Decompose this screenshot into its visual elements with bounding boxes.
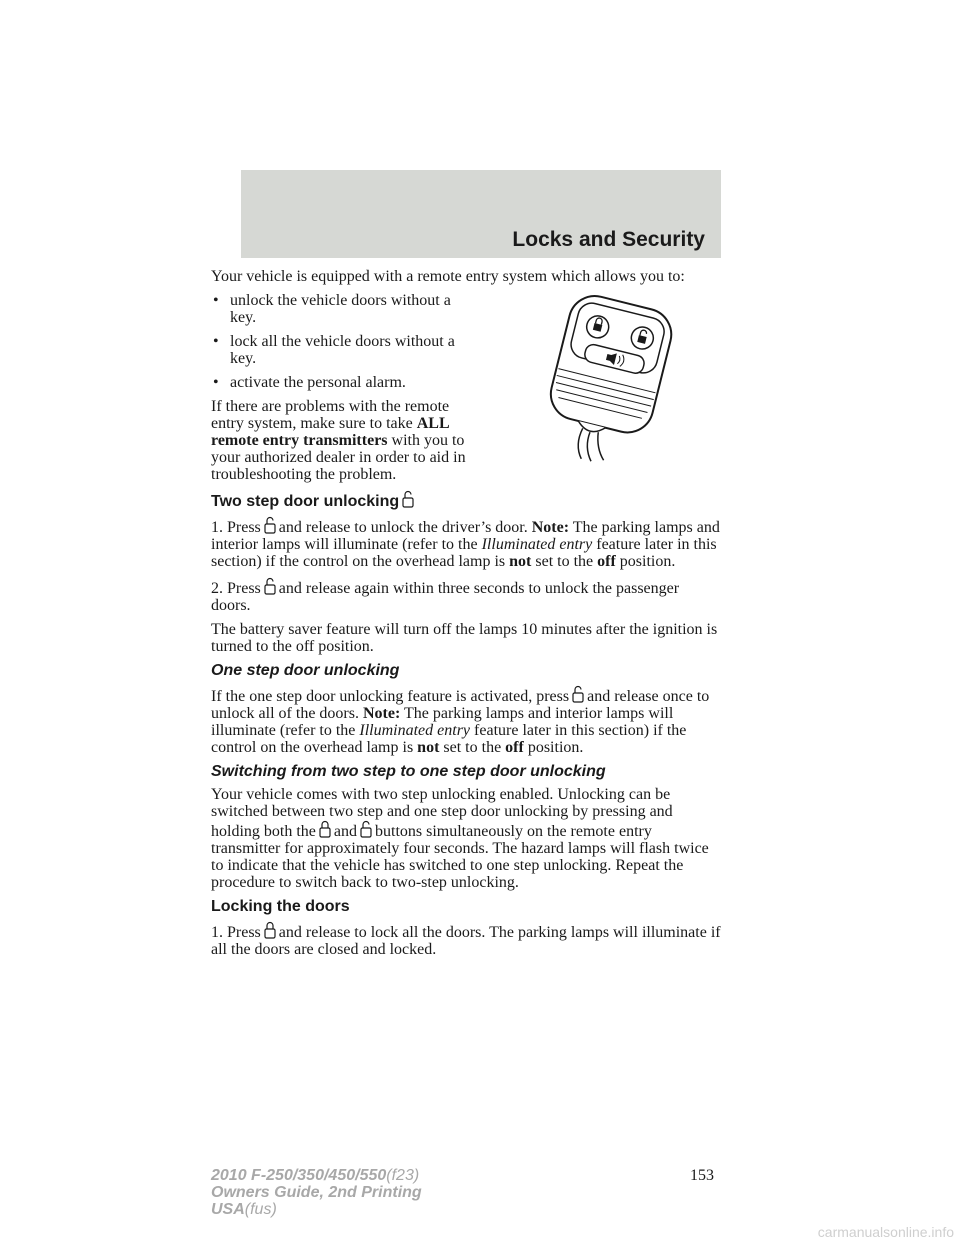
footer: 2010 F-250/350/450/550(f23) Owners Guide, 2nd Printing USA(fus)	[211, 1167, 422, 1218]
page-number: 153	[690, 1167, 714, 1184]
watermark: carmanualsonline.info	[817, 1224, 954, 1240]
switching-heading: Switching from two step to one step door unlocking	[211, 763, 606, 780]
switching-text: Your vehicle comes with two step unlocking enabled. Unlocking can be switched between two step and one step door unlocking by pressing and holding both the and buttons simultaneously on the remote entry transmitter for approximately four seconds. The hazard lamps will flash twice to indicate that the vehicle has switched to one step unlocking. Repeat the procedure to switch back to two-step unlocking.	[211, 786, 709, 891]
feature-list	[211, 292, 471, 391]
list-item: • lock all the vehicle doors without a key.	[213, 333, 455, 367]
lock-icon	[263, 921, 277, 939]
two-step-heading: Two step door unlocking	[211, 490, 721, 510]
list-item: • activate the personal alarm.	[213, 374, 406, 391]
header-band	[241, 170, 721, 258]
one-step-text: If the one step door unlocking feature is activated, press and release once to unlock all of the doors. Note: The parking lamps and interior lamps will illuminate (refer to the Illuminated entry feature later in this section) if the control on the overhead lamp is not set to the off position.	[211, 685, 721, 756]
unlock-icon	[263, 516, 277, 534]
lock-icon	[318, 820, 332, 838]
unlock-icon	[359, 820, 373, 838]
unlock-icon	[401, 490, 415, 508]
locking-heading: Locking the doors	[211, 898, 350, 915]
unlock-icon	[571, 685, 585, 703]
two-step-step2: 2. Press and release again within three seconds to unlock the passenger doors.	[211, 577, 721, 614]
section-title: Locks and Security	[512, 228, 705, 251]
list-item: • unlock the vehicle doors without a key.	[213, 292, 451, 326]
unlock-icon	[263, 577, 277, 595]
locking-text: 1. Press and release to lock all the doors. The parking lamps will illuminate if all the doors are closed and locked.	[211, 921, 721, 958]
problems-paragraph: If there are problems with the remote entry system, make sure to take ALL remote entry transmitters with you to your authorized dealer in order to aid in troubleshooting the problem.	[211, 398, 466, 483]
battery-saver-text: The battery saver feature will turn off the lamps 10 minutes after the ignition is turned to the off position.	[211, 621, 718, 655]
two-step-step1: 1. Press and release to unlock the driver’s door. Note: The parking lamps and interior lamps will illuminate (refer to the Illuminated entry feature later in this section) if the control on the overhead lamp is not set to the off position.	[211, 516, 721, 570]
intro-text: Your vehicle is equipped with a remote entry system which allows you to:	[211, 268, 685, 285]
one-step-heading: One step door unlocking	[211, 662, 400, 679]
page-content	[211, 268, 721, 965]
